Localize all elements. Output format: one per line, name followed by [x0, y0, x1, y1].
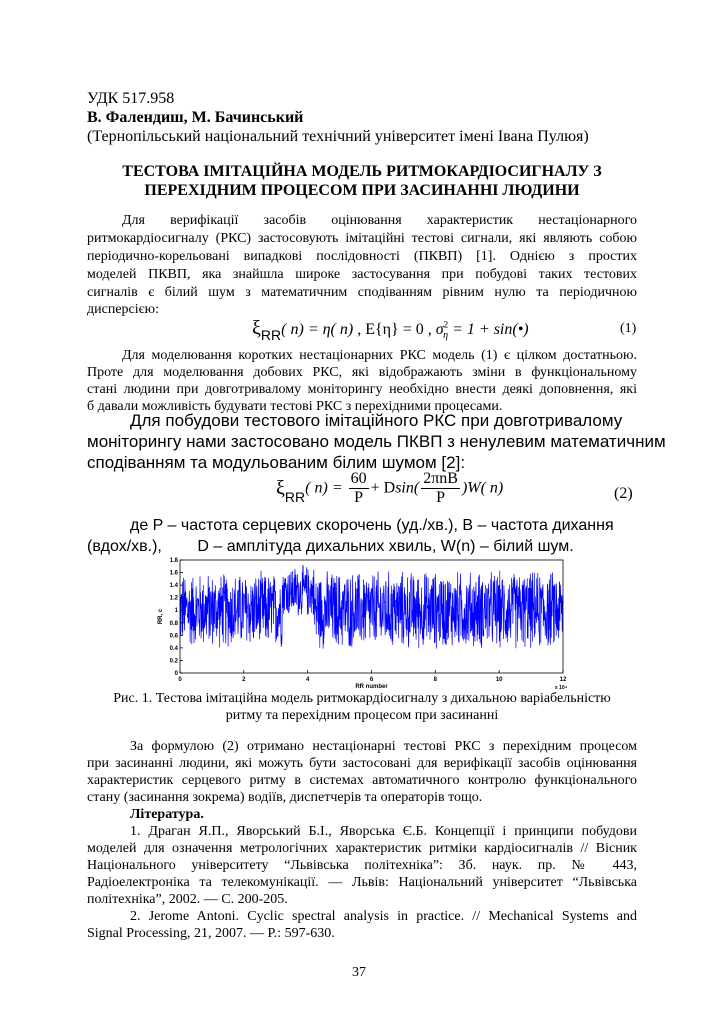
- reference-1-line: політехніка”, 2002. — С. 200-205.: [87, 892, 288, 907]
- authors: В. Фалендиш, М. Бачинський: [87, 109, 304, 126]
- equation-number-1: (1): [620, 321, 637, 336]
- rr-signal-chart: [150, 556, 580, 690]
- reference-1-line: 1. Драган Я.П., Яворський Б.І., Яворська Є.Б. Концепції і принципи побудови: [130, 824, 637, 839]
- intro-line: Для верифікації засобів оцінювання характеристик нестаціонарного: [122, 213, 637, 228]
- conclusion-line: За формулою (2) отримано нестаціонарні тестові РКС з перехідним процесом: [130, 739, 637, 754]
- y-tick-label: 1.6: [169, 570, 178, 577]
- x-tick-label: 0: [178, 677, 182, 683]
- paper-title-line-1: ТЕСТОВА ІМІТАЦІЙНА МОДЕЛЬ РИТМОКАРДІОСИГНАЛУ З: [122, 163, 602, 180]
- y-tick-label: 0.6: [169, 633, 178, 640]
- y-tick-label: 1.8: [169, 558, 178, 564]
- para3-line: сподіванням та модульованим білим шумом [2]:: [87, 453, 466, 472]
- x-tick-label: 10: [495, 677, 503, 683]
- para2-line: Проте для моделювання добових РКС, які відображають зміни в функціональному: [87, 365, 637, 380]
- reference-1-line: моделей для означення метрологічних характеристик ритміки кардіосигналів // Вісник: [87, 841, 637, 856]
- para2-line: Для моделювання коротких нестаціонарних РКС модель (1) є цілком достатньою.: [122, 348, 637, 363]
- udk-code: УДК 517.958: [87, 90, 175, 107]
- figure-caption-line-2: ритму та перехідним процесом при засинанні: [225, 708, 499, 723]
- x-tick-label: 6: [369, 677, 374, 683]
- x-axis-label: RR number: [355, 684, 388, 690]
- para4-line: (вдох/хв.), D – амплітуда дихальних хвиль, W(n) – білий шум.: [87, 538, 574, 555]
- reference-1-line: Національного університету “Львівська політехніка”: Зб. наук. пр. № 443,: [87, 858, 637, 873]
- formula-2: ξRR( n) = $\frac{60}{P}$ + Dsin( $\frac{\text{2πnB}}{P}$ )W( n): [276, 470, 504, 506]
- affiliation: (Тернопільський національний технічний університет імені Івана Пулюя): [87, 128, 589, 145]
- references-heading: Література.: [130, 807, 204, 822]
- y-tick-label: 0.8: [169, 620, 178, 627]
- para2-line: б давали можливість будувати тестові РКС з перехідними процесами.: [87, 399, 503, 414]
- reference-2-line: Signal Processing, 21, 2007. — P.: 597-630.: [87, 926, 335, 941]
- reference-1-line: Радіоелектроніка та телекомунікації. — Львів: Національний університет “Львівська: [87, 875, 637, 890]
- conclusion-line: при засинанні людини, які можуть бути застосовані для верифікації засобів оцінювання: [87, 756, 637, 771]
- x-tick-label: 12: [559, 677, 567, 683]
- y-tick-label: 1.2: [169, 595, 178, 602]
- equation-number-2: (2): [614, 485, 633, 502]
- page-number: 37: [352, 965, 366, 980]
- x-tick-label: 8: [433, 677, 438, 683]
- y-tick-label: 0.4: [169, 645, 178, 652]
- conclusion-line: стану (засинання зокрема) водіїв, диспетчерів та операторів тощо.: [87, 790, 483, 805]
- para3-line: моніторингу нами застосовано модель ПКВП з ненулевим математичним: [87, 432, 666, 451]
- para3-line: Для побудови тестового імітаційного РКС при довготривалому: [130, 411, 623, 430]
- x-axis-multiplier: x 10⁴: [554, 685, 568, 690]
- intro-line: сигналів є білий шум з математичним сподіванням рівним нулю та періодичною: [87, 285, 637, 300]
- reference-2-line: 2. Jerome Antoni. Cyclic spectral analysis in practice. // Mechanical Systems and: [130, 909, 637, 924]
- para4-line: де P – частота серцевих скорочень (уд./хв.), B – частота дихання: [130, 517, 614, 534]
- intro-line: періодично-корельовані випадкові послідовності (ПКВП) [1]. Однією з простих: [87, 249, 637, 264]
- x-tick-label: 4: [305, 677, 310, 683]
- intro-line: моделей ПКВП, яка знайшла широке застосування при побудові таких тестових: [87, 267, 637, 282]
- intro-line: дисперсією:: [87, 302, 159, 317]
- x-tick-label: 2: [242, 677, 246, 683]
- formula-1: ξRR( n) = η( n) , E{η} = 0 , $\sigma^2_\eta = 1$ + sin(•): [252, 317, 529, 343]
- y-tick-label: 1: [174, 608, 178, 615]
- paper-title-line-2: ПЕРЕХІДНИМ ПРОЦЕСОМ ПРИ ЗАСИНАННІ ЛЮДИНИ: [144, 182, 580, 199]
- y-tick-label: 0: [174, 671, 178, 677]
- intro-line: ритмокардіосигналу (РКС) застосовують імітаційні тестові сигнали, які являють собою: [87, 231, 637, 246]
- y-tick-label: 0.2: [169, 658, 178, 665]
- figure-caption-line-1: Рис. 1. Тестова імітаційна модель ритмокардіосигналу з дихальною варіабельністю: [113, 691, 611, 706]
- signal-series-line: [180, 565, 563, 648]
- y-axis-label: RR, c: [158, 608, 164, 625]
- y-tick-label: 1.4: [169, 583, 178, 590]
- conclusion-line: характеристик серцевого ритму в системах автоматичного контролю функціонального: [87, 773, 637, 788]
- para2-line: стані людини при довготривалому моніторингу необхідно внести деякі доповнення, які: [87, 382, 637, 397]
